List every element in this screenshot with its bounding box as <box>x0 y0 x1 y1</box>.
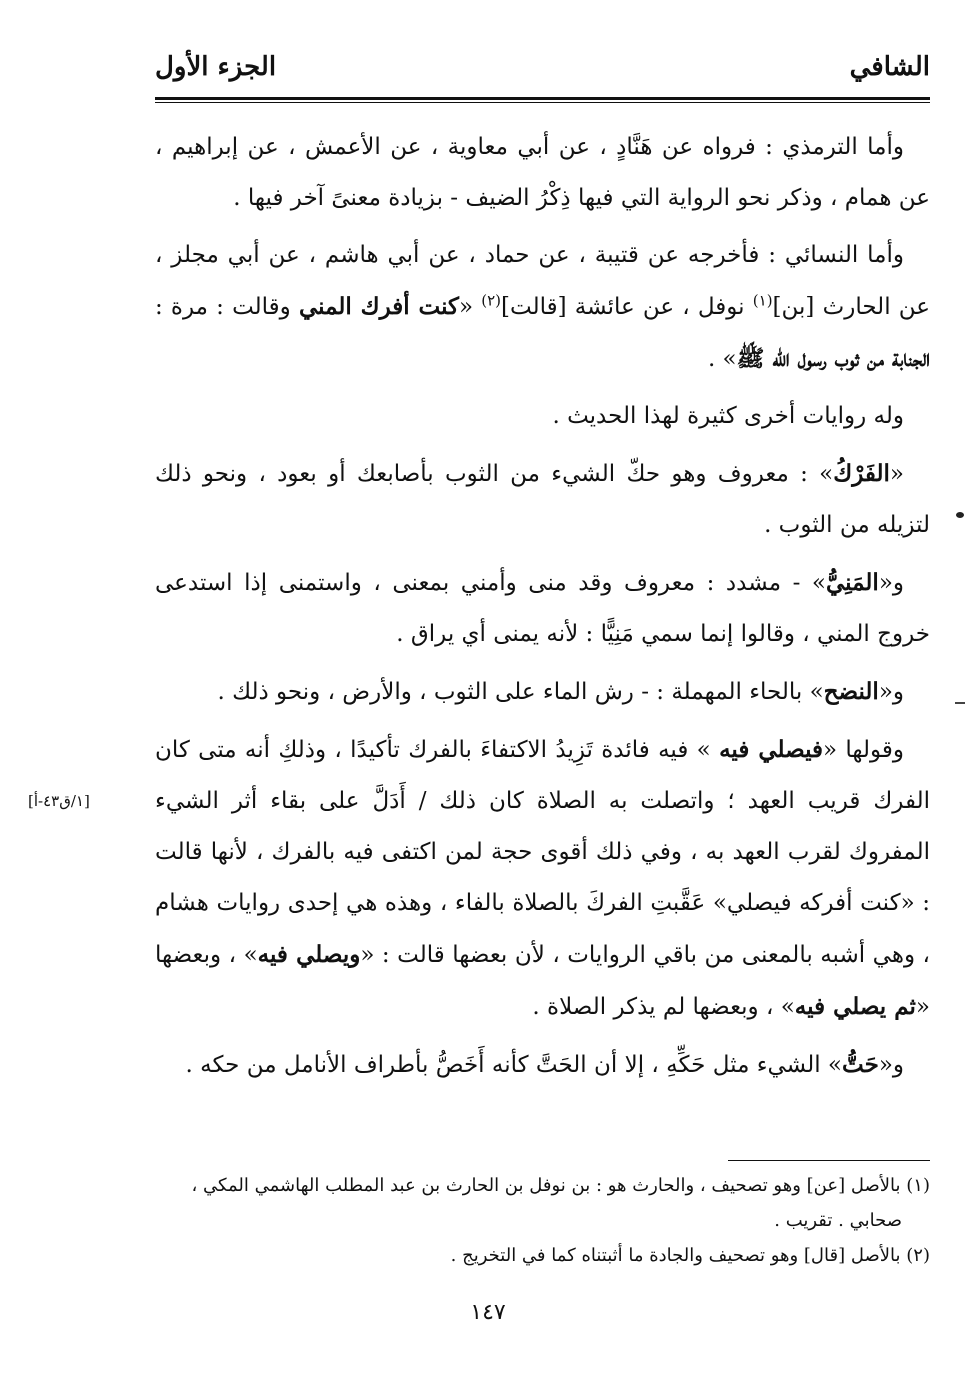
footnote-1 <box>155 1168 930 1203</box>
manuscript-folio-note: [١/ق٤٣-أ] <box>28 792 90 810</box>
footnote-text: بالأصل [عن] وهو تصحيف ، والحارث هو : بن نوفل بن الحارث بن عبد المطلب الهاشمي المكي ، <box>191 1175 901 1196</box>
footnote-text: بالأصل [قال] وهو تصحيف والجادة ما أثبتناه كما في التخريج . <box>450 1245 901 1266</box>
highlighted-term: فيصلي فيه <box>719 736 824 763</box>
text-run: » - مشدد : معروف وقد منى وأمني بمعنى ، واستمنى إذا استدعى خروج المني ، وقالوا إنما سمي مَنِيًّا : لأنه يمنى أي يراق . <box>155 570 930 647</box>
text-run: وأما الترمذي : فرواه عن هَنَّادٍ ، عن أبي معاوية ، عن الأعمش ، عن إبراهيم ، عن همام ، وذكر نحو الرواية التي فيها ذِكْرُ الضيف - بزيادة معنىً آخر فيها . <box>155 134 930 211</box>
header-rule-thin <box>155 102 930 103</box>
text-run: وأما النسائي : فأخرجه عن قتيبة ، عن حماد ، عن أبي هاشم ، عن أبي مجلز ، عن الحارث [بن] <box>155 242 930 320</box>
footnote-rule <box>728 1160 930 1161</box>
highlighted-term: كنت أفرك المني <box>298 293 459 320</box>
text-run: » . <box>707 346 737 372</box>
highlighted-term: الجنابة من ثوب رسول الله ﷺ <box>736 345 930 372</box>
text-run: » : معروف وهو حكّ الشيء من الثوب بأصابعك أو بعود ، ونحو ذلك لتزيله من الثوب . <box>155 461 930 538</box>
paragraph <box>155 557 930 660</box>
highlighted-term: المَنِيُّ <box>826 569 879 596</box>
highlighted-term: حَتُّ <box>842 1051 879 1078</box>
footnote-2 <box>155 1238 930 1273</box>
footnotes <box>155 1168 930 1273</box>
footnote-reference: (١) <box>752 291 773 310</box>
highlighted-term: الفَرْكُ <box>833 460 890 487</box>
header-rule <box>155 97 930 100</box>
text-run: « <box>459 294 482 320</box>
text-run: و« <box>878 570 904 596</box>
text-run: و« <box>878 679 904 705</box>
main-text <box>155 122 930 1097</box>
text-run: « <box>889 461 904 487</box>
part-title: الجزء الأول <box>155 52 277 82</box>
paragraph <box>155 1039 930 1091</box>
paragraph <box>155 122 930 224</box>
text-run: وقولها « <box>823 737 905 763</box>
text-run: و« <box>878 1052 904 1078</box>
footnote-number: (٢) <box>906 1245 930 1266</box>
page-number: ١٤٧ <box>470 1300 506 1325</box>
running-header <box>155 44 930 96</box>
text-run: » فيه فائدة تَزِيدُ الاكتفاءَ بالفرك تأكيدًا ، وذلكِ أنه متى كان الفرك قريب العهد ؛ واتصلت به الصلاة كان ذلك / أَدَلَّ على بقاء أثر الشيء المفروك لقرب العهد به ، وفي ذلك أقوى حجة لمن اكتفى فيه بالفرك ، لأنها قالت : «كنت أفركه فيصلي» عَقَّبتِ الفركَ بالصلاة بالفاء ، وهذه هي إحدى روايات هشام ، وهي أشبه بالمعنى من باقي الروايات ، لأن بعضها قالت : « <box>155 737 930 968</box>
text-run: وله روايات أخرى كثيرة لهذا الحديث . <box>552 403 904 429</box>
text-run: » بالحاء المهملة : - رش الماء على الثوب ، والأرض ، ونحو ذلك . <box>217 679 824 705</box>
text-run: » الشيء مثل حَكِّهِ ، إلا أن الحَتَّ كأنه أَخَصُّ بأطراف الأنامل من حكه . <box>185 1052 842 1078</box>
text-run: وقالت : مرة : <box>155 294 299 320</box>
paragraph <box>155 391 930 442</box>
highlighted-term: ويصلي فيه <box>257 941 361 968</box>
footnote-number: (١) <box>906 1175 930 1196</box>
margin-speck <box>955 702 965 704</box>
paragraph <box>155 448 930 551</box>
paragraph <box>155 724 930 1033</box>
highlighted-term: النضح <box>823 678 879 705</box>
footnote-reference: (٢) <box>481 291 502 310</box>
footnote-1-continuation: صحابي . تقريب . <box>774 1210 902 1231</box>
margin-speck <box>956 512 964 518</box>
paragraph <box>155 666 930 718</box>
text-run: » ، وبعضها « <box>155 942 930 1020</box>
highlighted-term: ثم يصلي فيه <box>794 993 916 1020</box>
text-run: » ، وبعضها لم يذكر الصلاة . <box>532 994 795 1020</box>
book-title: الشافي <box>849 52 930 82</box>
text-run: نوفل ، عن عائشة [قالت] <box>501 294 753 320</box>
paragraph <box>155 230 930 385</box>
